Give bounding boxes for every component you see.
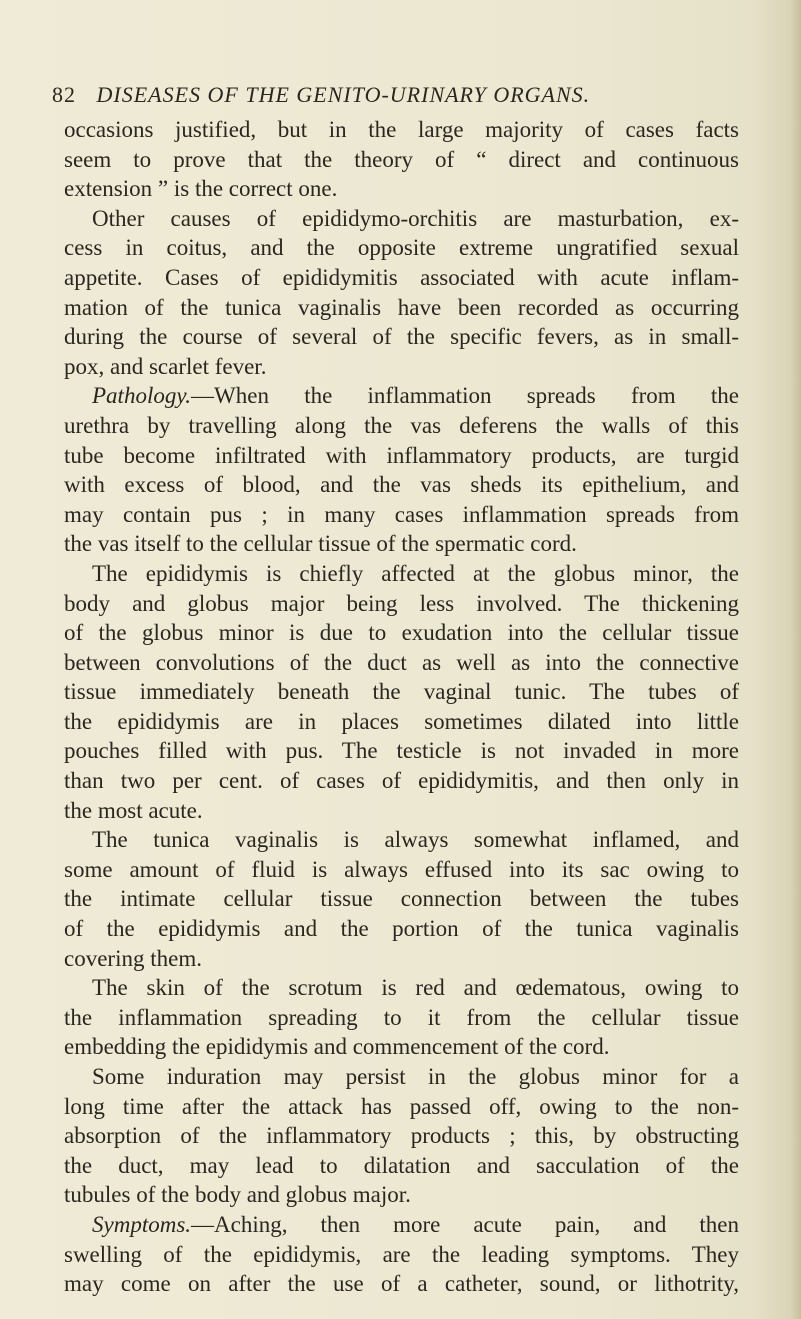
- line-text: of the epididymis and the portion of the tunica vaginalis: [64, 916, 739, 942]
- text-line: [64, 884, 739, 914]
- line-text: absorption of the inflammatory products ; this, by obstructing: [64, 1123, 739, 1149]
- text-line: [64, 766, 739, 796]
- line-text: of the globus minor is due to exudation into the cellular tissue: [64, 620, 739, 646]
- text-line: [64, 1092, 739, 1122]
- text-line: [64, 529, 739, 559]
- text-line: [64, 145, 739, 175]
- text-line: [64, 381, 739, 411]
- text-line: [64, 204, 739, 234]
- section-heading: Symptoms.: [92, 1211, 192, 1237]
- text-line: [64, 944, 739, 974]
- line-text: embedding the epididymis and commencement of the cord.: [64, 1034, 610, 1060]
- line-text: —Aching, then more acute pain, and then: [191, 1211, 739, 1237]
- line-text: cess in coitus, and the opposite extreme ungratified sexual: [64, 235, 739, 261]
- text-line: [64, 796, 739, 826]
- line-text: occasions justified, but in the large majority of cases facts: [64, 117, 739, 142]
- line-text: extension ” is the correct one.: [64, 176, 338, 202]
- line-text: The epididymis is chiefly affected at the globus minor, the: [92, 560, 739, 586]
- line-text: during the course of several of the specific fevers, as in small-: [64, 324, 739, 350]
- text-line: [64, 973, 739, 1003]
- text-line: [64, 174, 739, 204]
- text-line: [64, 648, 739, 678]
- text-line: [64, 825, 739, 855]
- text-line: [64, 263, 739, 293]
- text-line: [64, 707, 739, 737]
- line-text: The tunica vaginalis is always somewhat inflamed, and: [92, 827, 739, 853]
- text-line: [64, 855, 739, 885]
- line-text: tissue immediately beneath the vaginal tunic. The tubes of: [64, 679, 739, 705]
- text-line: [64, 1003, 739, 1033]
- text-line: [64, 1032, 739, 1062]
- line-text: the inflammation spreading to it from the cellular tissue: [64, 1004, 739, 1030]
- text-line: [64, 618, 739, 648]
- running-title: DISEASES OF THE GENITO-URINARY ORGANS.: [96, 82, 591, 107]
- text-line: [64, 1210, 739, 1240]
- line-text: body and globus major being less involved. The thickening: [64, 590, 739, 616]
- text-line: [64, 352, 739, 382]
- text-line: [64, 589, 739, 619]
- line-text: covering them.: [64, 945, 202, 971]
- line-text: pox, and scarlet fever.: [64, 353, 267, 379]
- line-text: than two per cent. of cases of epididymitis, and then only in: [64, 768, 739, 794]
- section-heading: Pathology.: [92, 383, 192, 409]
- line-text: between convolutions of the duct as well as into the connective: [64, 649, 739, 675]
- text-line: [64, 677, 739, 707]
- text-line: [64, 411, 739, 441]
- text-line: [64, 1240, 739, 1270]
- text-line: [64, 115, 739, 145]
- line-text: the epididymis are in places sometimes dilated into little: [64, 708, 739, 734]
- text-line: [64, 470, 739, 500]
- line-text: with excess of blood, and the vas sheds its epithelium, and: [64, 472, 739, 498]
- text-line: [64, 1180, 739, 1210]
- text-line: [64, 1151, 739, 1181]
- line-text: pouches filled with pus. The testicle is not invaded in more: [64, 738, 739, 764]
- line-text: seem to prove that the theory of “ direct and continuous: [64, 146, 739, 172]
- line-text: Some induration may persist in the globus minor for a: [92, 1064, 739, 1089]
- line-text: long time after the attack has passed off, owing to the non-: [64, 1093, 739, 1119]
- text-line: [64, 293, 739, 323]
- line-text: the most acute.: [64, 797, 203, 823]
- line-text: the intimate cellular tissue connection between the tubes: [64, 886, 739, 912]
- text-line: [64, 736, 739, 766]
- running-header: [52, 82, 712, 108]
- body-text: [64, 115, 739, 1299]
- line-text: tube become infiltrated with inflammatory products, are turgid: [64, 442, 739, 468]
- line-text: swelling of the epididymis, are the leading symptoms. They: [64, 1241, 739, 1267]
- line-text: the duct, may lead to dilatation and sacculation of the: [64, 1152, 739, 1178]
- line-text: mation of the tunica vaginalis have been recorded as occurring: [64, 294, 739, 320]
- line-text: —When the inflammation spreads from the: [191, 383, 739, 409]
- text-line: [64, 233, 739, 263]
- line-text: the vas itself to the cellular tissue of the spermatic cord.: [64, 531, 577, 557]
- text-line: [64, 1062, 739, 1092]
- line-text: may contain pus ; in many cases inflammation spreads from: [64, 501, 739, 527]
- line-text: tubules of the body and globus major.: [64, 1182, 411, 1208]
- line-text: urethra by travelling along the vas deferens the walls of this: [64, 412, 739, 438]
- text-line: [64, 559, 739, 589]
- text-line: [64, 322, 739, 352]
- page-number: 82: [52, 82, 76, 107]
- text-line: [64, 1121, 739, 1151]
- line-text: appetite. Cases of epididymitis associated with acute inflam-: [64, 264, 739, 290]
- text-line: [64, 1269, 739, 1299]
- line-text: may come on after the use of a catheter, sound, or lithotrity,: [64, 1271, 739, 1297]
- text-line: [64, 500, 739, 530]
- line-text: Other causes of epididymo-orchitis are masturbation, ex-: [92, 205, 739, 231]
- line-text: The skin of the scrotum is red and œdematous, owing to: [92, 975, 739, 1001]
- text-line: [64, 441, 739, 471]
- line-text: some amount of fluid is always effused into its sac owing to: [64, 856, 739, 882]
- text-line: [64, 914, 739, 944]
